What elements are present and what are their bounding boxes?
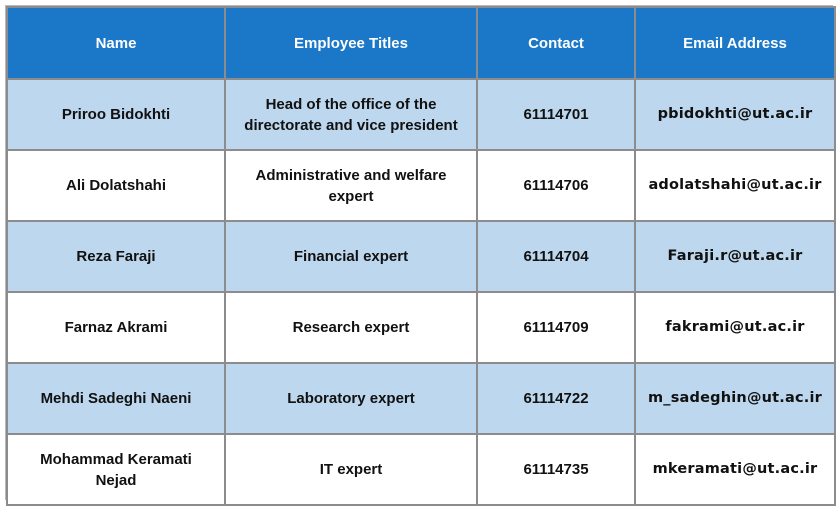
cell-contact: 61114722 bbox=[477, 363, 635, 434]
cell-title: Head of the office of the directorate and vice president bbox=[225, 79, 477, 150]
table-row bbox=[7, 150, 835, 221]
staff-contact-table-container bbox=[5, 5, 833, 500]
cell-name: Priroo Bidokhti bbox=[7, 79, 225, 150]
cell-email[interactable]: pbidokhti@ut.ac.ir bbox=[635, 79, 835, 150]
cell-email[interactable]: adolatshahi@ut.ac.ir bbox=[635, 150, 835, 221]
cell-name: Reza Faraji bbox=[7, 221, 225, 292]
cell-name: Farnaz Akrami bbox=[7, 292, 225, 363]
cell-name: Mehdi Sadeghi Naeni bbox=[7, 363, 225, 434]
table-row bbox=[7, 434, 835, 505]
cell-title: IT expert bbox=[225, 434, 477, 505]
header-row bbox=[7, 7, 835, 79]
table-row bbox=[7, 221, 835, 292]
table-header bbox=[7, 7, 835, 79]
cell-title: Administrative and welfare expert bbox=[225, 150, 477, 221]
cell-name: Ali Dolatshahi bbox=[7, 150, 225, 221]
table-row bbox=[7, 363, 835, 434]
column-header-contact: Contact bbox=[477, 7, 635, 79]
cell-email[interactable]: fakrami@ut.ac.ir bbox=[635, 292, 835, 363]
cell-contact: 61114706 bbox=[477, 150, 635, 221]
cell-contact: 61114704 bbox=[477, 221, 635, 292]
staff-contact-table bbox=[6, 6, 836, 506]
cell-contact: 61114709 bbox=[477, 292, 635, 363]
column-header-email-address: Email Address bbox=[635, 7, 835, 79]
cell-title: Laboratory expert bbox=[225, 363, 477, 434]
cell-contact: 61114735 bbox=[477, 434, 635, 505]
cell-email[interactable]: Faraji.r@ut.ac.ir bbox=[635, 221, 835, 292]
column-header-employee-titles: Employee Titles bbox=[225, 7, 477, 79]
table-row bbox=[7, 292, 835, 363]
table-body bbox=[7, 79, 835, 505]
cell-email[interactable]: mkeramati@ut.ac.ir bbox=[635, 434, 835, 505]
cell-title: Financial expert bbox=[225, 221, 477, 292]
cell-email[interactable]: m_sadeghin@ut.ac.ir bbox=[635, 363, 835, 434]
table-row bbox=[7, 79, 835, 150]
cell-contact: 61114701 bbox=[477, 79, 635, 150]
column-header-name: Name bbox=[7, 7, 225, 79]
cell-name: Mohammad Keramati Nejad bbox=[7, 434, 225, 505]
cell-title: Research expert bbox=[225, 292, 477, 363]
